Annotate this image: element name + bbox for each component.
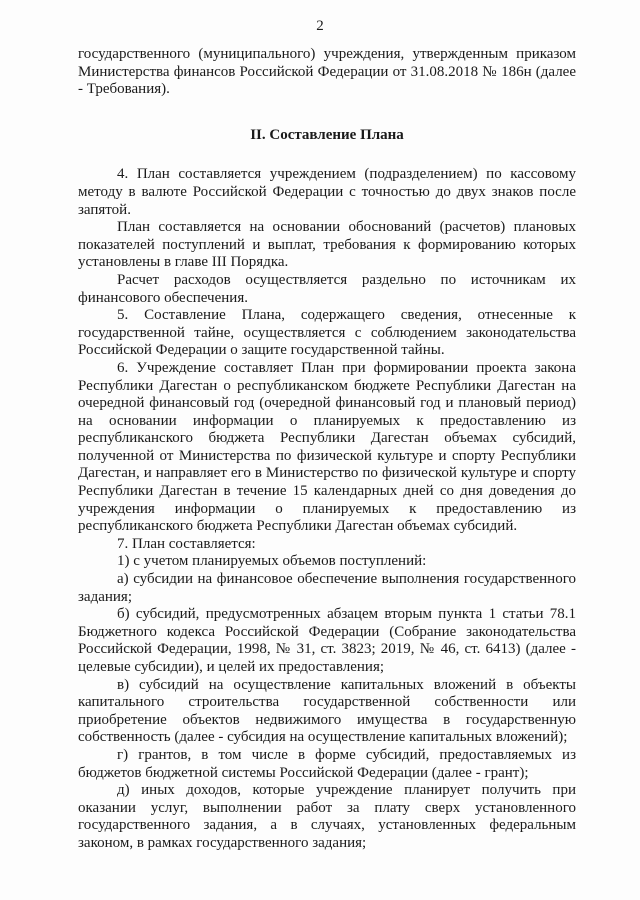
intro-paragraph: государственного (муниципального) учреждения, утвержденным приказом Министерства финансов Российской Федерации от 31.08.2018 № 186н (далее - Требования). (78, 46, 576, 98)
document-body (78, 46, 576, 853)
list-item-a: а) субсидии на финансовое обеспечение выполнения государственного задания; (78, 571, 576, 605)
paragraph-4: 4. План составляется учреждением (подразделением) по кассовому методу в валюте Российской Федерации с точностью до двух знаков после запятой. (78, 166, 576, 218)
page-number: 2 (316, 18, 324, 34)
list-item-g: г) грантов, в том числе в форме субсидий, предоставляемых из бюджетов бюджетной системы Российской Федерации (далее - грант); (78, 746, 576, 781)
paragraph-expenses: Расчет расходов осуществляется раздельно по источникам их финансового обеспечения. (78, 271, 576, 306)
list-item-1: 1) с учетом планируемых объемов поступлений: (117, 553, 427, 570)
list-item-v: в) субсидий на осуществление капитальных вложений в объекты капитального строительства государственной собственности или приобретение объектов недвижимого имущества в государственную собственность (далее - субсидия на осуществление капитальных вложений); (78, 676, 576, 746)
paragraph-5: 5. Составление Плана, содержащего сведения, отнесенные к государственной тайне, осуществляется с соблюдением законодательства Российской Федерации о защите государственной тайны. (78, 307, 576, 359)
paragraph-6: 6. Учреждение составляет План при формировании проекта закона Республики Дагестан о республиканском бюджете Республики Дагестан на очередной финансовый год (очередной финансовый год и плановый период) на основании информации о планируемых к предоставлению из республиканского бюджета Республики Дагестан объемах субсидий, полученной от Министерства по физической культуре и спорту Республики Дагестан, и направляет его в Министерство по физической культуре и спорту Республики Дагестан в течение 15 календарных дней со дня доведения до учреждения информации о планируемых к предоставлению из республиканского бюджета Республики Дагестан объемах субсидий. (78, 359, 576, 535)
paragraph-plan-basis: План составляется на основании обоснований (расчетов) плановых показателей поступлений и выплат, требования к формированию которых установлены в главе III Порядка. (78, 219, 576, 271)
section-title: II. Составление Плана (250, 126, 404, 143)
list-item-d: д) иных доходов, которые учреждение планирует получить при оказании услуг, выполнении работ за плату сверх установленного государственного задания, а в случаях, установленных федеральным законом, в рамках государственного задания; (78, 782, 576, 851)
paragraph-7: 7. План составляется: (117, 535, 256, 552)
list-item-b: б) субсидий, предусмотренных абзацем вторым пункта 1 статьи 78.1 Бюджетного кодекса Российской Федерации (Собрание законодательства Российской Федерации, 1998, № 31, ст. 3823; 2019, № 46, ст. 6413) (далее - целевые субсидии), и целей их предоставления; (78, 606, 576, 675)
